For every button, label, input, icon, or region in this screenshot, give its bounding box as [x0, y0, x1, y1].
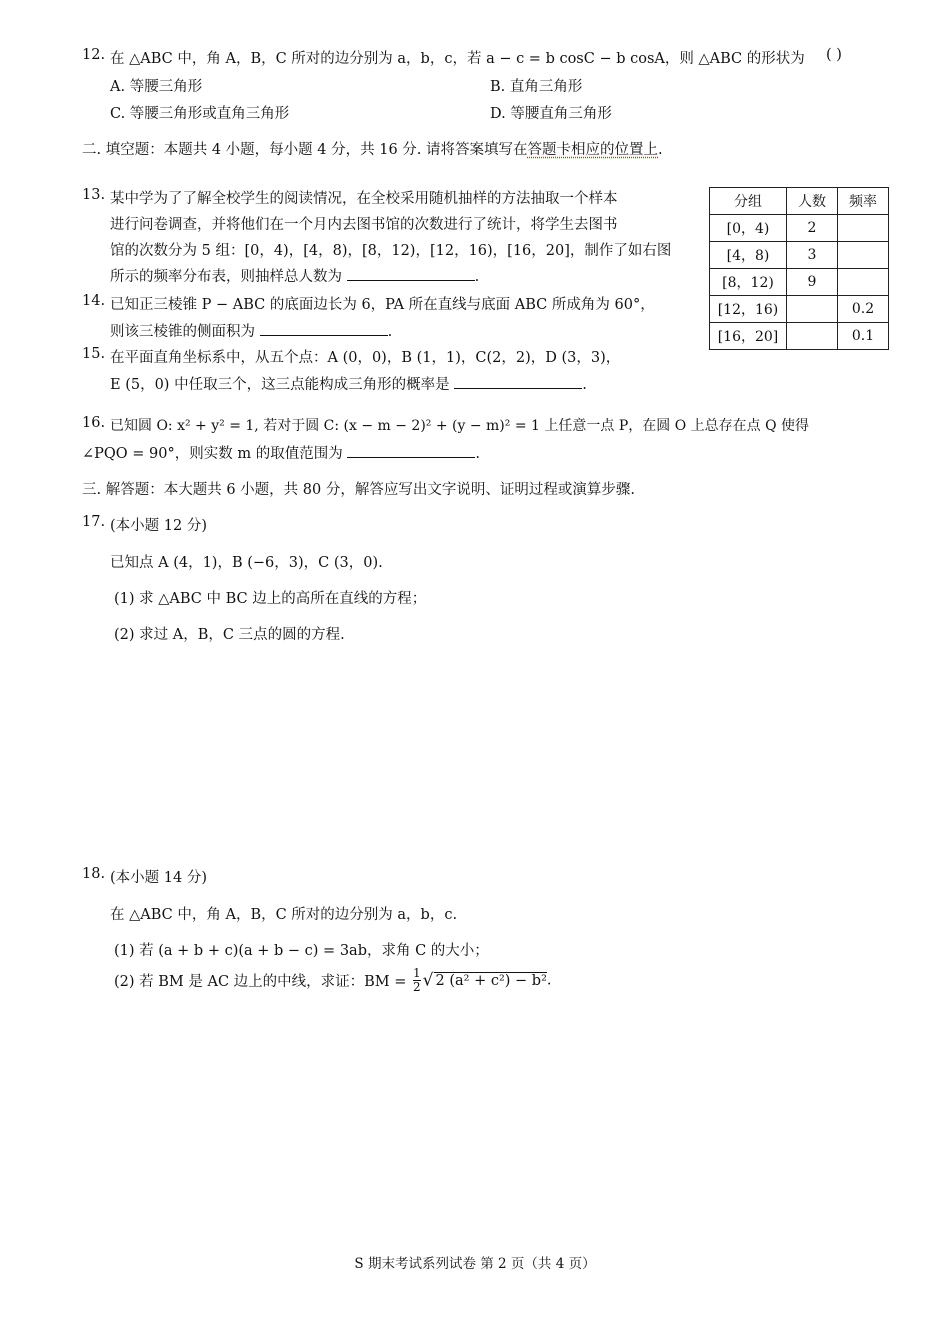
- q17-given: 已知点 A (4，1)，B (−6，3)，C (3，0).: [110, 555, 383, 571]
- q15-number: 15.: [82, 346, 106, 362]
- q15-line-2-end: .: [582, 377, 587, 393]
- one-half-fraction: [413, 967, 421, 994]
- fraction-numerator: 1: [413, 966, 421, 980]
- frequency-table: [709, 187, 889, 350]
- table-cell: [8，12): [710, 269, 787, 296]
- section-2-emphasis: 答题卡相应的位置上: [527, 142, 658, 158]
- section-2-heading: [82, 138, 663, 159]
- table-cell: [838, 215, 889, 242]
- q15-answer-blank[interactable]: [454, 374, 582, 389]
- q12-number: 12.: [82, 47, 106, 63]
- q18-part-2-text: (2) 若 BM 是 AC 边上的中线，求证：BM =: [114, 974, 407, 990]
- radicand: 2 (a² + c²) − b²: [435, 973, 547, 989]
- table-cell: [838, 242, 889, 269]
- table-cell: [16，20]: [710, 323, 787, 350]
- q13-number: 13.: [82, 187, 106, 203]
- q17-part-1: (1) 求 △ABC 中 BC 边上的高所在直线的方程；: [114, 591, 427, 607]
- table-cell: [0，4): [710, 215, 787, 242]
- q17-part-2: (2) 求过 A，B，C 三点的圆的方程.: [114, 627, 345, 643]
- q16-line-1: 已知圆 O: x² + y² = 1, 若对于圆 C: (x − m − 2)² + (y − m)² = 1 上任意一点 P，在圆 O 上总存在点 Q 使得: [110, 418, 809, 434]
- q12-answer-paren: ( ): [826, 47, 842, 63]
- q18-given: 在 △ABC 中，角 A，B，C 所对的边分别为 a，b，c.: [110, 907, 458, 923]
- table-cell: [838, 269, 889, 296]
- q15-line-2-text: E (5，0) 中任取三个，这三点能构成三角形的概率是: [110, 377, 450, 393]
- table-row: [710, 215, 889, 242]
- q16-line-2-end: .: [475, 446, 480, 462]
- q13-line-4-end: .: [474, 269, 480, 285]
- table-header-cell: 人数: [787, 188, 838, 215]
- q13-line-3: 馆的次数分为 5 组：[0，4)，[4，8)，[8，12)，[12，16)，[16，20]，制作了如右图: [110, 243, 672, 259]
- q16-line-2: [82, 442, 480, 463]
- q14-answer-blank[interactable]: [260, 321, 388, 336]
- table-cell: [12，16): [710, 296, 787, 323]
- table-cell: [787, 296, 838, 323]
- section-2-end: .: [658, 142, 663, 158]
- q18-part-2-end: .: [546, 972, 552, 989]
- q18-score: (本小题 14 分): [110, 870, 207, 886]
- q13-answer-blank[interactable]: [347, 266, 475, 281]
- table-cell: [787, 323, 838, 350]
- q14-line-2-end: .: [387, 324, 393, 340]
- table-header-cell: 分组: [710, 188, 787, 215]
- table-cell: [4，8): [710, 242, 787, 269]
- table-cell: 3: [787, 242, 838, 269]
- q13-line-2: 进行问卷调查，并将他们在一个月内去图书馆的次数进行了统计，将学生去图书: [110, 217, 618, 233]
- table-header-cell: 频率: [838, 188, 889, 215]
- page-footer: S 期末考试系列试卷 第 2 页（共 4 页）: [354, 1256, 596, 1272]
- table-cell: 2: [787, 215, 838, 242]
- table-cell: 0.2: [838, 296, 889, 323]
- q12-stem: 在 △ABC 中，角 A，B，C 所对的边分别为 a，b，c，若 a − c = b cosC − b cosA，则 △ABC 的形状为: [110, 51, 805, 67]
- q14-line-2-text: 则该三棱锥的侧面积为: [110, 324, 255, 340]
- section-2-title: 二. 填空题：本题共 4 小题，每小题 4 分，共 16 分. 请将答案填写在: [82, 142, 528, 158]
- q12-option-b: B. 直角三角形: [490, 79, 583, 95]
- q18-part-2: [114, 967, 552, 994]
- q13-line-4-text: 所示的频率分布表，则抽样总人数为: [110, 269, 342, 285]
- q18-number: 18.: [82, 866, 106, 882]
- table-row: [710, 323, 889, 350]
- q14-line-1: 已知正三棱锥 P − ABC 的底面边长为 6，PA 所在直线与底面 ABC 所成角为 60°，: [110, 297, 655, 313]
- q17-number: 17.: [82, 514, 106, 530]
- q12-option-c: C. 等腰三角形或直角三角形: [110, 106, 290, 122]
- q14-number: 14.: [82, 293, 106, 309]
- q15-line-2: [110, 373, 587, 394]
- table-cell: 9: [787, 269, 838, 296]
- q12-option-d: D. 等腰直角三角形: [490, 106, 612, 122]
- q12-option-a: A. 等腰三角形: [110, 79, 203, 95]
- q17-score: (本小题 12 分): [110, 518, 207, 534]
- q13-line-4: [110, 265, 479, 286]
- q16-number: 16.: [82, 415, 106, 431]
- table-row: [710, 269, 889, 296]
- sqrt-icon: √: [422, 970, 434, 991]
- q16-line-2-text: ∠PQO = 90°，则实数 m 的取值范围为: [82, 446, 343, 462]
- q18-part-1: (1) 若 (a + b + c)(a + b − c) = 3ab，求角 C 的大小；: [114, 943, 489, 959]
- q13-line-1: 某中学为了了解全校学生的阅读情况，在全校采用随机抽样的方法抽取一个样本: [110, 191, 618, 207]
- table-header-row: [710, 188, 889, 215]
- q16-answer-blank[interactable]: [347, 443, 475, 458]
- fraction-denominator: 2: [413, 980, 421, 994]
- section-3-heading: 三. 解答题：本大题共 6 小题，共 80 分，解答应写出文字说明、证明过程或演算步骤.: [82, 482, 635, 498]
- table-row: [710, 242, 889, 269]
- table-row: [710, 296, 889, 323]
- q14-line-2: [110, 320, 392, 341]
- q15-line-1: 在平面直角坐标系中，从五个点：A (0，0)，B (1，1)，C(2，2)，D (3，3)，: [110, 350, 621, 366]
- table-cell: 0.1: [838, 323, 889, 350]
